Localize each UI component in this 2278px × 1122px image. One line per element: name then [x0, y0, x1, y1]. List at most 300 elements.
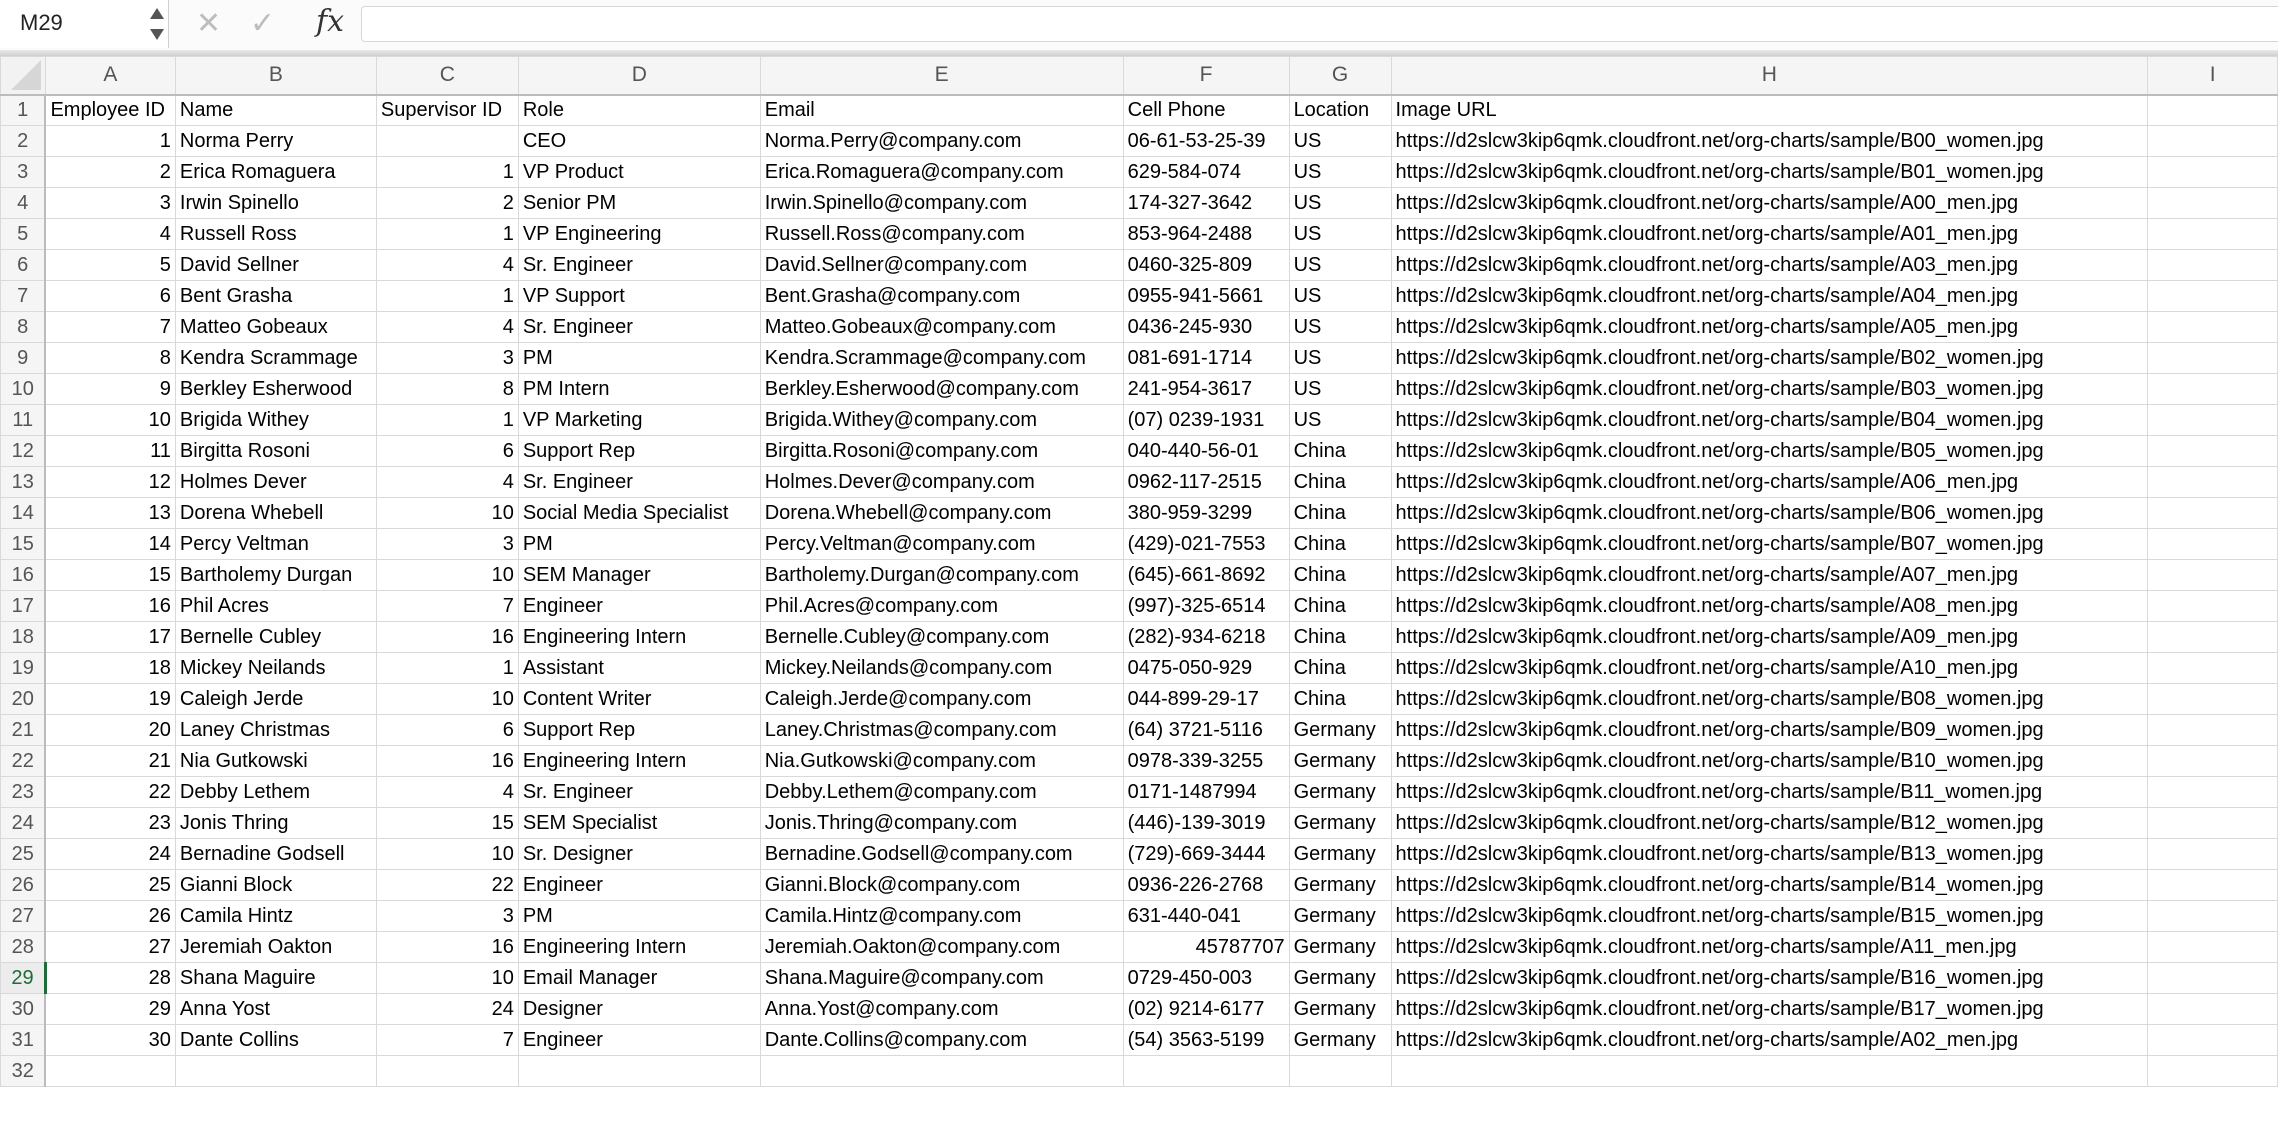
- cell-empty[interactable]: [2148, 870, 2278, 901]
- cell-email[interactable]: Percy.Veltman@company.com: [760, 529, 1123, 560]
- cell-phone[interactable]: 241-954-3617: [1123, 374, 1289, 405]
- cell-phone[interactable]: 0978-339-3255: [1123, 746, 1289, 777]
- cell-name[interactable]: Dorena Whebell: [175, 498, 376, 529]
- cell-phone[interactable]: [1123, 1056, 1289, 1087]
- cell-employee-id[interactable]: 18: [45, 653, 175, 684]
- cell-role[interactable]: Engineer: [518, 870, 760, 901]
- cell-name[interactable]: Berkley Esherwood: [175, 374, 376, 405]
- cell-image-url[interactable]: https://d2slcw3kip6qmk.cloudfront.net/org-charts/sample/B12_women.jpg: [1391, 808, 2148, 839]
- cell-empty[interactable]: [2148, 901, 2278, 932]
- cell-role[interactable]: VP Support: [518, 281, 760, 312]
- name-box-value[interactable]: M29: [20, 10, 63, 35]
- cell-role[interactable]: VP Marketing: [518, 405, 760, 436]
- column-header-i[interactable]: I: [2148, 57, 2278, 95]
- cell-location[interactable]: US: [1289, 250, 1391, 281]
- cancel-icon[interactable]: ✕: [196, 7, 222, 40]
- cell-location[interactable]: China: [1289, 684, 1391, 715]
- cell-phone[interactable]: 0936-226-2768: [1123, 870, 1289, 901]
- cell-supervisor-id[interactable]: 1: [376, 157, 518, 188]
- cell-phone[interactable]: (64) 3721-5116: [1123, 715, 1289, 746]
- cell-supervisor-id[interactable]: 24: [376, 994, 518, 1025]
- cell-employee-id[interactable]: 24: [45, 839, 175, 870]
- cell-image-url[interactable]: https://d2slcw3kip6qmk.cloudfront.net/org-charts/sample/B15_women.jpg: [1391, 901, 2148, 932]
- cell-email[interactable]: Nia.Gutkowski@company.com: [760, 746, 1123, 777]
- cell-phone[interactable]: 0729-450-003: [1123, 963, 1289, 994]
- chevron-up-icon[interactable]: [150, 8, 164, 19]
- cell-location[interactable]: Germany: [1289, 839, 1391, 870]
- cell-employee-id[interactable]: 26: [45, 901, 175, 932]
- cell-location[interactable]: Germany: [1289, 746, 1391, 777]
- cell-supervisor-id[interactable]: 16: [376, 932, 518, 963]
- cell-empty[interactable]: [2148, 1025, 2278, 1056]
- cell-employee-id[interactable]: 12: [45, 467, 175, 498]
- cell-location[interactable]: China: [1289, 622, 1391, 653]
- cell-empty[interactable]: [2148, 622, 2278, 653]
- cell-role[interactable]: Content Writer: [518, 684, 760, 715]
- cell-name[interactable]: Anna Yost: [175, 994, 376, 1025]
- cell-empty[interactable]: [2148, 250, 2278, 281]
- cell-empty[interactable]: [2148, 777, 2278, 808]
- cell-empty[interactable]: [2148, 95, 2278, 126]
- cell-header-employee-id[interactable]: Employee ID: [45, 95, 175, 126]
- cell-header-image-url[interactable]: Image URL: [1391, 95, 2148, 126]
- cell-supervisor-id[interactable]: 6: [376, 436, 518, 467]
- cell-name[interactable]: Bernadine Godsell: [175, 839, 376, 870]
- cell-supervisor-id[interactable]: 4: [376, 467, 518, 498]
- cell-location[interactable]: China: [1289, 467, 1391, 498]
- cell-employee-id[interactable]: 29: [45, 994, 175, 1025]
- cell-image-url[interactable]: https://d2slcw3kip6qmk.cloudfront.net/org-charts/sample/A08_men.jpg: [1391, 591, 2148, 622]
- cell-phone[interactable]: 0436-245-930: [1123, 312, 1289, 343]
- cell-email[interactable]: Bartholemy.Durgan@company.com: [760, 560, 1123, 591]
- cell-employee-id[interactable]: 28: [45, 963, 175, 994]
- row-header[interactable]: 2: [1, 126, 46, 157]
- cell-image-url[interactable]: https://d2slcw3kip6qmk.cloudfront.net/org-charts/sample/A02_men.jpg: [1391, 1025, 2148, 1056]
- cell-employee-id[interactable]: 3: [45, 188, 175, 219]
- cell-supervisor-id[interactable]: 10: [376, 839, 518, 870]
- cell-image-url[interactable]: https://d2slcw3kip6qmk.cloudfront.net/org-charts/sample/B13_women.jpg: [1391, 839, 2148, 870]
- cell-header-cell-phone[interactable]: Cell Phone: [1123, 95, 1289, 126]
- cell-supervisor-id[interactable]: 6: [376, 715, 518, 746]
- cell-email[interactable]: Anna.Yost@company.com: [760, 994, 1123, 1025]
- cell-phone[interactable]: 0171-1487994: [1123, 777, 1289, 808]
- cell-employee-id[interactable]: 16: [45, 591, 175, 622]
- cell-name[interactable]: Gianni Block: [175, 870, 376, 901]
- cell-empty[interactable]: [2148, 126, 2278, 157]
- cell-name[interactable]: Laney Christmas: [175, 715, 376, 746]
- cell-role[interactable]: Engineering Intern: [518, 622, 760, 653]
- cell-empty[interactable]: [2148, 498, 2278, 529]
- cell-image-url[interactable]: https://d2slcw3kip6qmk.cloudfront.net/org-charts/sample/B07_women.jpg: [1391, 529, 2148, 560]
- cell-image-url[interactable]: https://d2slcw3kip6qmk.cloudfront.net/org-charts/sample/A06_men.jpg: [1391, 467, 2148, 498]
- cell-role[interactable]: Assistant: [518, 653, 760, 684]
- row-header[interactable]: 18: [1, 622, 46, 653]
- row-header[interactable]: 28: [1, 932, 46, 963]
- confirm-icon[interactable]: ✓: [250, 7, 276, 40]
- column-header-e[interactable]: E: [760, 57, 1123, 95]
- cell-email[interactable]: Russell.Ross@company.com: [760, 219, 1123, 250]
- cell-image-url[interactable]: https://d2slcw3kip6qmk.cloudfront.net/org-charts/sample/B05_women.jpg: [1391, 436, 2148, 467]
- row-header[interactable]: 8: [1, 312, 46, 343]
- cell-supervisor-id[interactable]: 7: [376, 591, 518, 622]
- cell-supervisor-id[interactable]: 3: [376, 901, 518, 932]
- cell-name[interactable]: Holmes Dever: [175, 467, 376, 498]
- cell-image-url[interactable]: https://d2slcw3kip6qmk.cloudfront.net/org-charts/sample/B17_women.jpg: [1391, 994, 2148, 1025]
- cell-email[interactable]: [760, 1056, 1123, 1087]
- cell-image-url[interactable]: [1391, 1056, 2148, 1087]
- cell-supervisor-id[interactable]: 2: [376, 188, 518, 219]
- cell-email[interactable]: Caleigh.Jerde@company.com: [760, 684, 1123, 715]
- cell-empty[interactable]: [2148, 405, 2278, 436]
- cell-phone[interactable]: (429)-021-7553: [1123, 529, 1289, 560]
- cell-employee-id[interactable]: 5: [45, 250, 175, 281]
- cell-phone[interactable]: 0955-941-5661: [1123, 281, 1289, 312]
- cell-empty[interactable]: [2148, 684, 2278, 715]
- row-header[interactable]: 14: [1, 498, 46, 529]
- cell-location[interactable]: [1289, 1056, 1391, 1087]
- cell-image-url[interactable]: https://d2slcw3kip6qmk.cloudfront.net/org-charts/sample/B09_women.jpg: [1391, 715, 2148, 746]
- cell-header-role[interactable]: Role: [518, 95, 760, 126]
- cell-name[interactable]: Bent Grasha: [175, 281, 376, 312]
- cell-employee-id[interactable]: 21: [45, 746, 175, 777]
- cell-phone[interactable]: 45787707: [1123, 932, 1289, 963]
- cell-employee-id[interactable]: 1: [45, 126, 175, 157]
- cell-supervisor-id[interactable]: 4: [376, 250, 518, 281]
- cell-name[interactable]: Erica Romaguera: [175, 157, 376, 188]
- cell-supervisor-id[interactable]: [376, 1056, 518, 1087]
- cell-name[interactable]: Camila Hintz: [175, 901, 376, 932]
- cell-email[interactable]: Laney.Christmas@company.com: [760, 715, 1123, 746]
- row-header[interactable]: 31: [1, 1025, 46, 1056]
- cell-location[interactable]: US: [1289, 374, 1391, 405]
- cell-header-name[interactable]: Name: [175, 95, 376, 126]
- row-header[interactable]: 19: [1, 653, 46, 684]
- row-header[interactable]: 16: [1, 560, 46, 591]
- cell-employee-id[interactable]: 8: [45, 343, 175, 374]
- cell-name[interactable]: Irwin Spinello: [175, 188, 376, 219]
- cell-name[interactable]: Debby Lethem: [175, 777, 376, 808]
- cell-empty[interactable]: [2148, 839, 2278, 870]
- cell-employee-id[interactable]: 27: [45, 932, 175, 963]
- cell-email[interactable]: Kendra.Scrammage@company.com: [760, 343, 1123, 374]
- cell-employee-id[interactable]: 25: [45, 870, 175, 901]
- cell-email[interactable]: Jeremiah.Oakton@company.com: [760, 932, 1123, 963]
- cell-location[interactable]: US: [1289, 281, 1391, 312]
- cell-email[interactable]: Phil.Acres@company.com: [760, 591, 1123, 622]
- cell-name[interactable]: David Sellner: [175, 250, 376, 281]
- cell-employee-id[interactable]: 15: [45, 560, 175, 591]
- cell-image-url[interactable]: https://d2slcw3kip6qmk.cloudfront.net/org-charts/sample/A07_men.jpg: [1391, 560, 2148, 591]
- cell-name[interactable]: Percy Veltman: [175, 529, 376, 560]
- cell-name[interactable]: Jonis Thring: [175, 808, 376, 839]
- cell-employee-id[interactable]: 11: [45, 436, 175, 467]
- cell-location[interactable]: US: [1289, 312, 1391, 343]
- cell-empty[interactable]: [2148, 529, 2278, 560]
- cell-email[interactable]: Mickey.Neilands@company.com: [760, 653, 1123, 684]
- cell-employee-id[interactable]: 4: [45, 219, 175, 250]
- column-header-c[interactable]: C: [376, 57, 518, 95]
- cell-name[interactable]: Bartholemy Durgan: [175, 560, 376, 591]
- cell-location[interactable]: China: [1289, 653, 1391, 684]
- cell-empty[interactable]: [2148, 281, 2278, 312]
- cell-supervisor-id[interactable]: 1: [376, 281, 518, 312]
- cell-phone[interactable]: 044-899-29-17: [1123, 684, 1289, 715]
- cell-image-url[interactable]: https://d2slcw3kip6qmk.cloudfront.net/org-charts/sample/B16_women.jpg: [1391, 963, 2148, 994]
- cell-supervisor-id[interactable]: 10: [376, 684, 518, 715]
- cell-supervisor-id[interactable]: 10: [376, 560, 518, 591]
- cell-supervisor-id[interactable]: 4: [376, 312, 518, 343]
- cell-role[interactable]: Sr. Engineer: [518, 312, 760, 343]
- cell-image-url[interactable]: https://d2slcw3kip6qmk.cloudfront.net/org-charts/sample/B00_women.jpg: [1391, 126, 2148, 157]
- row-header[interactable]: 17: [1, 591, 46, 622]
- cell-email[interactable]: Erica.Romaguera@company.com: [760, 157, 1123, 188]
- cell-name[interactable]: Russell Ross: [175, 219, 376, 250]
- chevron-down-icon[interactable]: [150, 29, 164, 40]
- cell-phone[interactable]: 174-327-3642: [1123, 188, 1289, 219]
- cell-role[interactable]: Senior PM: [518, 188, 760, 219]
- row-header[interactable]: 20: [1, 684, 46, 715]
- cell-name[interactable]: Birgitta Rosoni: [175, 436, 376, 467]
- cell-empty[interactable]: [2148, 188, 2278, 219]
- cell-email[interactable]: Debby.Lethem@company.com: [760, 777, 1123, 808]
- cell-empty[interactable]: [2148, 343, 2278, 374]
- cell-role[interactable]: PM: [518, 529, 760, 560]
- cell-location[interactable]: US: [1289, 219, 1391, 250]
- row-header[interactable]: 30: [1, 994, 46, 1025]
- cell-supervisor-id[interactable]: 16: [376, 746, 518, 777]
- cell-email[interactable]: Bernelle.Cubley@company.com: [760, 622, 1123, 653]
- cell-location[interactable]: China: [1289, 529, 1391, 560]
- cell-role[interactable]: VP Product: [518, 157, 760, 188]
- cell-location[interactable]: US: [1289, 188, 1391, 219]
- cell-empty[interactable]: [2148, 653, 2278, 684]
- cell-image-url[interactable]: https://d2slcw3kip6qmk.cloudfront.net/org-charts/sample/A00_men.jpg: [1391, 188, 2148, 219]
- cell-location[interactable]: US: [1289, 405, 1391, 436]
- row-header[interactable]: 1: [1, 95, 46, 126]
- row-header[interactable]: 21: [1, 715, 46, 746]
- cell-email[interactable]: Birgitta.Rosoni@company.com: [760, 436, 1123, 467]
- cell-phone[interactable]: 631-440-041: [1123, 901, 1289, 932]
- row-header[interactable]: 11: [1, 405, 46, 436]
- cell-role[interactable]: Sr. Engineer: [518, 467, 760, 498]
- cell-supervisor-id[interactable]: 1: [376, 405, 518, 436]
- cell-employee-id[interactable]: 17: [45, 622, 175, 653]
- cell-empty[interactable]: [2148, 963, 2278, 994]
- cell-name[interactable]: Kendra Scrammage: [175, 343, 376, 374]
- cell-empty[interactable]: [2148, 157, 2278, 188]
- cell-role[interactable]: Email Manager: [518, 963, 760, 994]
- cell-name[interactable]: [175, 1056, 376, 1087]
- cell-name[interactable]: Jeremiah Oakton: [175, 932, 376, 963]
- cell-supervisor-id[interactable]: 3: [376, 529, 518, 560]
- cell-image-url[interactable]: https://d2slcw3kip6qmk.cloudfront.net/org-charts/sample/B04_women.jpg: [1391, 405, 2148, 436]
- cell-location[interactable]: China: [1289, 591, 1391, 622]
- cell-phone[interactable]: 380-959-3299: [1123, 498, 1289, 529]
- cell-location[interactable]: China: [1289, 498, 1391, 529]
- cell-employee-id[interactable]: 14: [45, 529, 175, 560]
- cell-supervisor-id[interactable]: 4: [376, 777, 518, 808]
- column-header-d[interactable]: D: [518, 57, 760, 95]
- cell-phone[interactable]: 853-964-2488: [1123, 219, 1289, 250]
- cell-phone[interactable]: 0475-050-929: [1123, 653, 1289, 684]
- cell-name[interactable]: Nia Gutkowski: [175, 746, 376, 777]
- cell-image-url[interactable]: https://d2slcw3kip6qmk.cloudfront.net/org-charts/sample/B14_women.jpg: [1391, 870, 2148, 901]
- cell-employee-id[interactable]: 23: [45, 808, 175, 839]
- cell-role[interactable]: Support Rep: [518, 715, 760, 746]
- cell-location[interactable]: US: [1289, 343, 1391, 374]
- row-header[interactable]: 3: [1, 157, 46, 188]
- cell-phone[interactable]: (729)-669-3444: [1123, 839, 1289, 870]
- cell-employee-id[interactable]: 13: [45, 498, 175, 529]
- cell-role[interactable]: VP Engineering: [518, 219, 760, 250]
- cell-image-url[interactable]: https://d2slcw3kip6qmk.cloudfront.net/org-charts/sample/B02_women.jpg: [1391, 343, 2148, 374]
- cell-name[interactable]: Matteo Gobeaux: [175, 312, 376, 343]
- cell-email[interactable]: Camila.Hintz@company.com: [760, 901, 1123, 932]
- cell-location[interactable]: China: [1289, 436, 1391, 467]
- cell-phone[interactable]: (446)-139-3019: [1123, 808, 1289, 839]
- cell-supervisor-id[interactable]: 10: [376, 963, 518, 994]
- cell-email[interactable]: Dorena.Whebell@company.com: [760, 498, 1123, 529]
- cell-email[interactable]: Norma.Perry@company.com: [760, 126, 1123, 157]
- column-header-b[interactable]: B: [175, 57, 376, 95]
- cell-phone[interactable]: (07) 0239-1931: [1123, 405, 1289, 436]
- cell-name[interactable]: Bernelle Cubley: [175, 622, 376, 653]
- cell-role[interactable]: [518, 1056, 760, 1087]
- cell-supervisor-id[interactable]: 1: [376, 653, 518, 684]
- cell-empty[interactable]: [2148, 994, 2278, 1025]
- cell-image-url[interactable]: https://d2slcw3kip6qmk.cloudfront.net/org-charts/sample/B01_women.jpg: [1391, 157, 2148, 188]
- cell-empty[interactable]: [2148, 591, 2278, 622]
- cell-name[interactable]: Phil Acres: [175, 591, 376, 622]
- cell-supervisor-id[interactable]: 1: [376, 219, 518, 250]
- cell-role[interactable]: PM: [518, 901, 760, 932]
- row-header[interactable]: 5: [1, 219, 46, 250]
- cell-phone[interactable]: (54) 3563-5199: [1123, 1025, 1289, 1056]
- cell-location[interactable]: Germany: [1289, 715, 1391, 746]
- row-header[interactable]: 7: [1, 281, 46, 312]
- row-header[interactable]: 15: [1, 529, 46, 560]
- cell-employee-id[interactable]: 22: [45, 777, 175, 808]
- cell-role[interactable]: SEM Specialist: [518, 808, 760, 839]
- cell-image-url[interactable]: https://d2slcw3kip6qmk.cloudfront.net/org-charts/sample/B10_women.jpg: [1391, 746, 2148, 777]
- cell-location[interactable]: Germany: [1289, 963, 1391, 994]
- cell-employee-id[interactable]: 6: [45, 281, 175, 312]
- name-box-stepper[interactable]: [150, 6, 164, 42]
- row-header[interactable]: 32: [1, 1056, 46, 1087]
- cell-email[interactable]: David.Sellner@company.com: [760, 250, 1123, 281]
- cell-empty[interactable]: [2148, 374, 2278, 405]
- cell-supervisor-id[interactable]: 22: [376, 870, 518, 901]
- cell-role[interactable]: Engineering Intern: [518, 932, 760, 963]
- cell-empty[interactable]: [2148, 312, 2278, 343]
- cell-phone[interactable]: (02) 9214-6177: [1123, 994, 1289, 1025]
- cell-phone[interactable]: (997)-325-6514: [1123, 591, 1289, 622]
- cell-employee-id[interactable]: 9: [45, 374, 175, 405]
- cell-empty[interactable]: [2148, 560, 2278, 591]
- cell-image-url[interactable]: https://d2slcw3kip6qmk.cloudfront.net/org-charts/sample/B11_women.jpg: [1391, 777, 2148, 808]
- cell-location[interactable]: Germany: [1289, 994, 1391, 1025]
- cell-supervisor-id[interactable]: 3: [376, 343, 518, 374]
- cell-image-url[interactable]: https://d2slcw3kip6qmk.cloudfront.net/org-charts/sample/A01_men.jpg: [1391, 219, 2148, 250]
- cell-location[interactable]: US: [1289, 126, 1391, 157]
- cell-role[interactable]: Support Rep: [518, 436, 760, 467]
- cell-empty[interactable]: [2148, 219, 2278, 250]
- cell-role[interactable]: PM: [518, 343, 760, 374]
- cell-email[interactable]: Jonis.Thring@company.com: [760, 808, 1123, 839]
- cell-employee-id[interactable]: 30: [45, 1025, 175, 1056]
- cell-phone[interactable]: (282)-934-6218: [1123, 622, 1289, 653]
- cell-email[interactable]: Brigida.Withey@company.com: [760, 405, 1123, 436]
- name-box[interactable]: [0, 0, 169, 48]
- row-header[interactable]: 24: [1, 808, 46, 839]
- cell-empty[interactable]: [2148, 1056, 2278, 1087]
- cell-supervisor-id[interactable]: 15: [376, 808, 518, 839]
- cell-phone[interactable]: 06-61-53-25-39: [1123, 126, 1289, 157]
- cell-email[interactable]: Dante.Collins@company.com: [760, 1025, 1123, 1056]
- cell-employee-id[interactable]: 20: [45, 715, 175, 746]
- cell-location[interactable]: US: [1289, 157, 1391, 188]
- cell-email[interactable]: Holmes.Dever@company.com: [760, 467, 1123, 498]
- select-all-button[interactable]: [1, 57, 46, 95]
- cell-supervisor-id[interactable]: [376, 126, 518, 157]
- cell-employee-id[interactable]: 19: [45, 684, 175, 715]
- cell-image-url[interactable]: https://d2slcw3kip6qmk.cloudfront.net/org-charts/sample/A05_men.jpg: [1391, 312, 2148, 343]
- cell-image-url[interactable]: https://d2slcw3kip6qmk.cloudfront.net/org-charts/sample/A10_men.jpg: [1391, 653, 2148, 684]
- cell-phone[interactable]: 0962-117-2515: [1123, 467, 1289, 498]
- cell-phone[interactable]: 040-440-56-01: [1123, 436, 1289, 467]
- column-header-a[interactable]: A: [45, 57, 175, 95]
- cell-location[interactable]: Germany: [1289, 777, 1391, 808]
- cell-location[interactable]: Germany: [1289, 870, 1391, 901]
- cell-email[interactable]: Bernadine.Godsell@company.com: [760, 839, 1123, 870]
- cell-image-url[interactable]: https://d2slcw3kip6qmk.cloudfront.net/org-charts/sample/A04_men.jpg: [1391, 281, 2148, 312]
- cell-location[interactable]: Germany: [1289, 932, 1391, 963]
- row-header[interactable]: 13: [1, 467, 46, 498]
- cell-location[interactable]: Germany: [1289, 1025, 1391, 1056]
- row-header[interactable]: 4: [1, 188, 46, 219]
- cell-name[interactable]: Mickey Neilands: [175, 653, 376, 684]
- cell-role[interactable]: Sr. Designer: [518, 839, 760, 870]
- row-header[interactable]: 9: [1, 343, 46, 374]
- cell-role[interactable]: Engineer: [518, 591, 760, 622]
- cell-role[interactable]: Social Media Specialist: [518, 498, 760, 529]
- cell-location[interactable]: Germany: [1289, 901, 1391, 932]
- cell-employee-id[interactable]: 2: [45, 157, 175, 188]
- column-header-g[interactable]: G: [1289, 57, 1391, 95]
- cell-email[interactable]: Bent.Grasha@company.com: [760, 281, 1123, 312]
- row-header[interactable]: 25: [1, 839, 46, 870]
- cell-role[interactable]: Engineer: [518, 1025, 760, 1056]
- cell-empty[interactable]: [2148, 932, 2278, 963]
- cell-location[interactable]: China: [1289, 560, 1391, 591]
- cell-email[interactable]: Gianni.Block@company.com: [760, 870, 1123, 901]
- cell-role[interactable]: PM Intern: [518, 374, 760, 405]
- cell-role[interactable]: CEO: [518, 126, 760, 157]
- cell-location[interactable]: Germany: [1289, 808, 1391, 839]
- cell-role[interactable]: Designer: [518, 994, 760, 1025]
- cell-employee-id[interactable]: [45, 1056, 175, 1087]
- cell-image-url[interactable]: https://d2slcw3kip6qmk.cloudfront.net/org-charts/sample/A11_men.jpg: [1391, 932, 2148, 963]
- cell-name[interactable]: Dante Collins: [175, 1025, 376, 1056]
- cell-phone[interactable]: 629-584-074: [1123, 157, 1289, 188]
- cell-phone[interactable]: (645)-661-8692: [1123, 560, 1289, 591]
- cell-image-url[interactable]: https://d2slcw3kip6qmk.cloudfront.net/org-charts/sample/A09_men.jpg: [1391, 622, 2148, 653]
- row-header[interactable]: 22: [1, 746, 46, 777]
- row-header[interactable]: 6: [1, 250, 46, 281]
- cell-empty[interactable]: [2148, 715, 2278, 746]
- cell-empty[interactable]: [2148, 436, 2278, 467]
- cell-header-location[interactable]: Location: [1289, 95, 1391, 126]
